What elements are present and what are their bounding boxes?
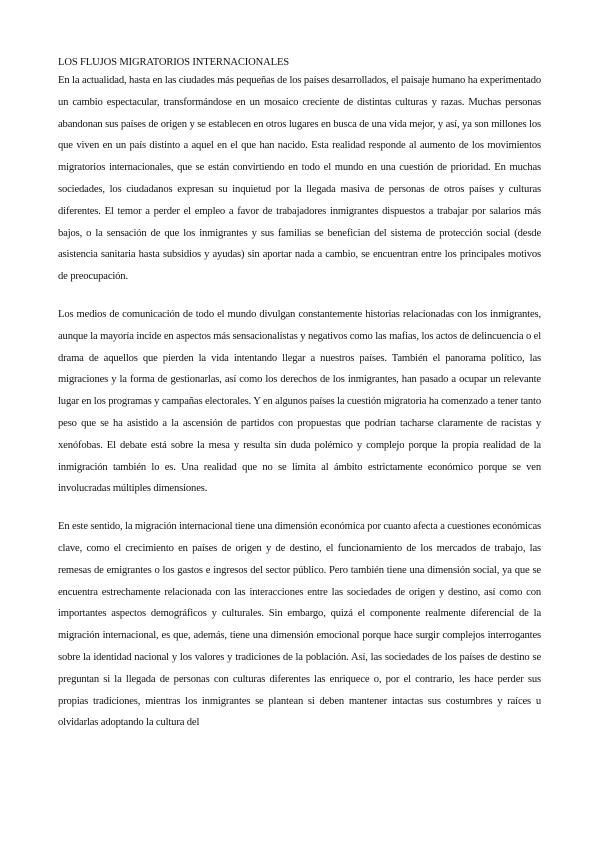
paragraph-3: En este sentido, la migración internacional tiene una dimensión económica por cuanto afecta a cuestiones económicas clave, como el crecimiento en países de origen y de destino, el funcionamiento de los mercados de trabajo, las remesas de emigrantes o los gastos e ingresos del sector público. Pero también tiene una dimensión social, ya que se encuentra estrechamente relacionada con las interacciones entre las sociedades de origen y destino, así como con importantes aspectos demográficos y culturales. Sin embargo, quizá el componente realmente diferencial de la migración internacional, es que, además, tiene una dimensión emocional porque hace surgir complejos interrogantes sobre la identidad nacional y los valores y tradiciones de la población. Así, las sociedades de los países de destino se preguntan si la llegada de personas con culturas diferentes las enriquece o, por el contrario, les hace perder sus propias tradiciones, mientras los inmigrantes se plantean si deben mantener intactas sus costumbres y raíces u olvidarlas adoptando la cultura del	[58, 521, 541, 729]
document-title: LOS FLUJOS MIGRATORIOS INTERNACIONALES	[58, 57, 290, 68]
document-body	[58, 55, 541, 734]
paragraph-2: Los medios de comunicación de todo el mundo divulgan constantemente historias relacionadas con los inmigrantes, aunque la mayoría incide en aspectos más sensacionalistas y negativos como las mafias, los actos de delincuencia o el drama de aquellos que pierden la vida intentando llegar a nuestros países. También el panorama político, las migraciones y la forma de gestionarlas, así como los derechos de los inmigrantes, han pasado a ocupar un relevante lugar en los programas y campañas electorales. Y en algunos países la cuestión migratoria ha comenzado a tener tanto peso que se ha asistido a la ascensión de partidos con propuestas que podrían tacharse claramente de racistas y xenófobas. El debate está sobre la mesa y resulta sin duda polémico y complejo porque la propia realidad de la inmigración también lo es. Una realidad que no se limita al ámbito estrictamente económico porque se ven involucradas múltiples dimensiones.	[58, 308, 541, 495]
paragraph-1: En la actualidad, hasta en las ciudades más pequeñas de los países desarrollados, el paisaje humano ha experimentado un cambio espectacular, transformándose en un mosaico creciente de distintas culturas y razas. Muchas personas abandonan sus países de origen y se establecen en otros lugares en busca de una vida mejor, y así, ya son millones los que viven en un país distinto a aquel en el que han nacido. Esta realidad responde al aumento de los movimientos migratorios internacionales, que se están convirtiendo en todo el mundo en una cuestión de prioridad. En muchas sociedades, los ciudadanos expresan su inquietud por la llegada masiva de personas de otros países y culturas diferentes. El temor a perder el empleo a favor de trabajadores inmigrantes dispuestos a trabajar por salarios más bajos, o la sensación de que los inmigrantes y sus familias se benefician del sistema de protección social (desde asistencia sanitaria hasta subsidios y ayudas) sin aportar nada a cambio, se encuentran entre los principales motivos de preocupación.	[58, 75, 541, 283]
